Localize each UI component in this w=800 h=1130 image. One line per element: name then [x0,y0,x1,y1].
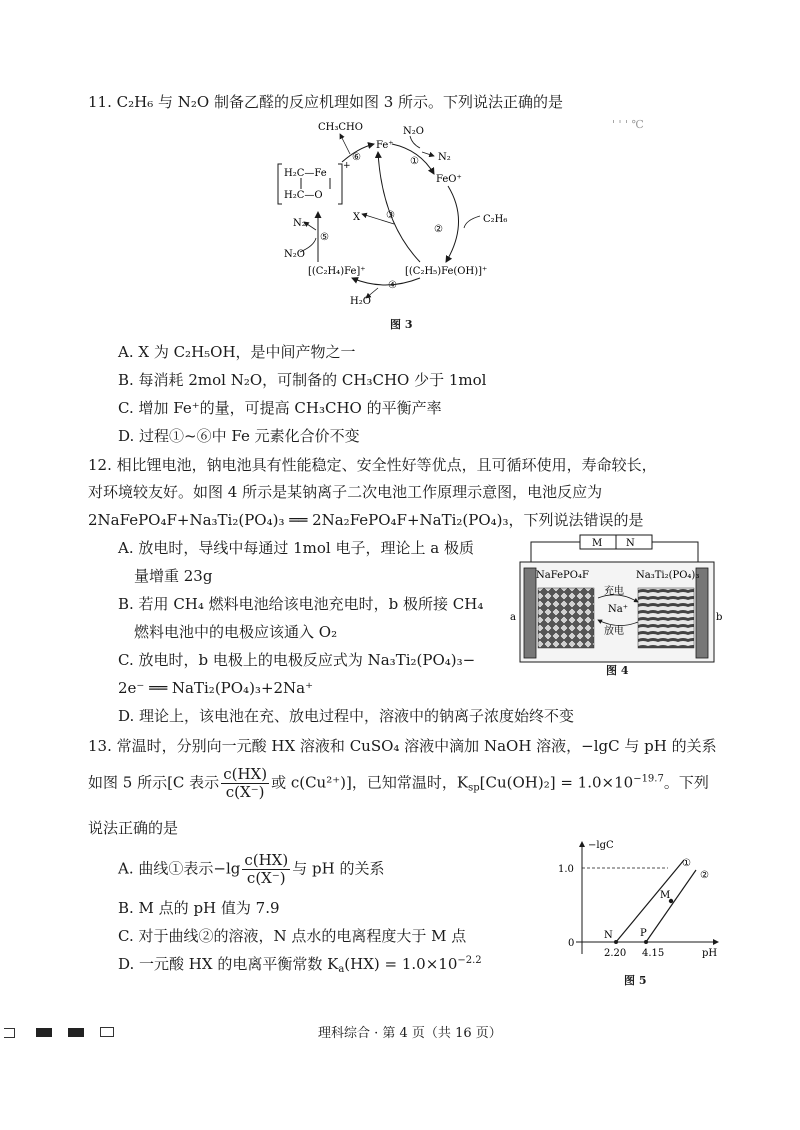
fig5-curve2: ② [700,870,709,881]
q13-stem-line3: 说法正确的是 [88,819,179,837]
q13-optD-exp: −2.2 [457,955,482,966]
fig3-c2h4fe: [(C₂H₄)Fe]⁺ [308,266,366,277]
figure-3-caption: 图 3 [390,318,413,331]
figure-5-caption: 图 5 [624,974,647,987]
q13-ksp-exp: −19.7 [633,773,664,785]
q13-optA-pre: A. 曲线①表示−lg [118,859,241,878]
fig3-step1: ① [410,156,419,167]
fig4-b: b [716,612,723,623]
q13-option-a [118,852,384,887]
fig5-point-p: P [640,928,647,939]
fig3-c2h6: C₂H₆ [483,214,508,225]
q13-frac-den: c(X⁻) [225,783,265,801]
q12-option-c-line2: 2e⁻ ══ NaTi₂(PO₄)₃+2Na⁺ [118,679,314,697]
fig5-point-m: M [660,890,671,901]
fig4-a: a [510,612,516,623]
q11-option-c: C. 增加 Fe⁺的量，可提高 CH₃CHO 的平衡产率 [118,399,442,417]
fig4-discharge: 放电 [604,626,624,637]
q13-optA-post: 与 pH 的关系 [292,859,385,878]
fig4-right-material: Na₃Ti₂(PO₄)₃ [636,570,700,581]
q13-stem2-tail: [Cu(OH)₂] = 1.0×10 [479,773,634,792]
footer-mark-4 [100,1027,114,1037]
q13-option-d [118,954,482,974]
fig5-point-n: N [604,930,613,941]
fig3-feo-plus: FeO⁺ [436,174,462,185]
q13-stem2-post: 或 c(Cu²⁺)]，已知常温时，K [271,773,469,792]
fig4-charge: 充电 [604,586,624,597]
footer-mark-3 [68,1028,84,1037]
fig3-ch3cho: CH₃CHO [318,122,363,133]
fig4-n: N [626,538,635,549]
fig3-n2o-top: N₂O [403,126,424,137]
figure-5-plot [556,836,726,974]
q13-frac-num: c(HX) [223,765,268,783]
fig4-left-material: NaFePO₄F [536,570,589,581]
fig5-x-tick2: 4.15 [642,948,665,959]
q13-option-c: C. 对于曲线②的溶液，N 点水的电离程度大于 M 点 [118,927,467,945]
fig3-ring-bottom: H₂C—O [284,190,323,201]
q12-option-b-line2: 燃料电池中的电极应该通入 O₂ [134,623,338,641]
q13-option-b: B. M 点的 pH 值为 7.9 [118,899,280,917]
q12-option-d: D. 理论上，该电池在充、放电过程中，溶液中的钠离子浓度始终不变 [118,707,575,725]
fig3-step4: ④ [388,280,397,291]
q13-ksp-sub: sp [468,782,480,794]
fig3-step6: ⑥ [352,152,361,163]
fig3-ring-top: H₂C—Fe [284,168,327,179]
fig4-m: M [592,538,603,549]
fig3-step3: ③ [386,210,395,221]
q13-stem-line1: 13. 常温时，分别向一元酸 HX 溶液和 CuSO₄ 溶液中滴加 NaOH 溶液，−lgC 与 pH 的关系 [88,737,717,755]
q13-optD-pre: D. 一元酸 HX 的电离平衡常数 K [118,955,339,973]
fig3-n2-left: N₂ [293,218,306,229]
q13-stem2-end: 。下列 [663,773,709,792]
q11-option-b: B. 每消耗 2mol N₂O，可制备的 CH₃CHO 少于 1mol [118,371,487,389]
q12-option-c-line1: C. 放电时，b 电极上的电极反应式为 Na₃Ti₂(PO₄)₃− [118,651,476,669]
fig3-fe-plus: Fe⁺ [376,140,394,151]
figure-4-battery [508,532,726,682]
fig4-na-ion: Na⁺ [608,604,628,615]
fig3-step5: ⑤ [320,232,329,243]
q13-optA-frac-num: c(HX) [244,851,289,869]
fig3-n2o-left: N₂O [284,249,305,260]
fig5-y-label: −lgC [588,840,614,851]
q13-stem2-pre: 如图 5 所示[C 表示 [88,773,220,792]
q13-fraction [221,766,269,801]
q13-optD-post: (HX) = 1.0×10 [344,955,458,973]
fig3-n2-top: N₂ [438,152,451,163]
figure-4-caption: 图 4 [606,664,629,677]
fig5-x-label: pH [702,948,718,959]
q11-option-a: A. X 为 C₂H₅OH，是中间产物之一 [118,343,356,361]
fig3-step2: ② [434,224,443,235]
q13-optA-frac-den: c(X⁻) [246,869,286,887]
fig5-origin: 0 [568,938,575,949]
fig3-ring-charge: + [343,161,351,171]
q12-option-a-line2: 量增重 23g [134,567,213,585]
q12-option-a-line1: A. 放电时，导线中每通过 1mol 电子，理论上 a 极质 [118,539,474,557]
q13-optA-fraction [242,852,290,887]
fig5-x-tick1: 2.20 [604,948,627,959]
fig3-c2h5feoh: [(C₂H₅)Fe(OH)]⁺ [405,266,488,277]
q11-stem: 11. C₂H₆ 与 N₂O 制备乙醛的反应机理如图 3 所示。下列说法正确的是 [88,93,564,111]
fig5-curve1: ① [682,858,691,869]
fig5-y-tick: 1.0 [558,864,574,875]
q12-stem-line3: 2NaFePO₄F+Na₃Ti₂(PO₄)₃ ══ 2Na₂FePO₄F+NaTi₂(PO₄)₃，下列说法错误的是 [88,511,644,529]
q11-option-d: D. 过程①~⑥中 Fe 元素化合价不变 [118,427,360,445]
fig3-h2o: H₂O [350,296,371,307]
q13-optD-sub: a [338,964,345,975]
scan-mark: ' ' ' ℃ [612,118,644,131]
q12-stem-line2: 对环境较友好。如图 4 所示是某钠离子二次电池工作原理示意图，电池反应为 [88,483,603,501]
figure-3-mechanism [270,112,540,312]
q12-stem-line1: 12. 相比锂电池，钠电池具有性能稳定、安全性好等优点，且可循环使用，寿命较长， [88,456,657,474]
footer-mark-1 [4,1028,15,1038]
q13-stem-line2 [88,766,709,801]
q12-option-b-line1: B. 若用 CH₄ 燃料电池给该电池充电时，b 极所接 CH₄ [118,595,484,613]
fig3-x: X [353,212,361,223]
page-footer: 理科综合 · 第 4 页（共 16 页） [318,1026,502,1041]
footer-mark-2 [36,1028,52,1037]
